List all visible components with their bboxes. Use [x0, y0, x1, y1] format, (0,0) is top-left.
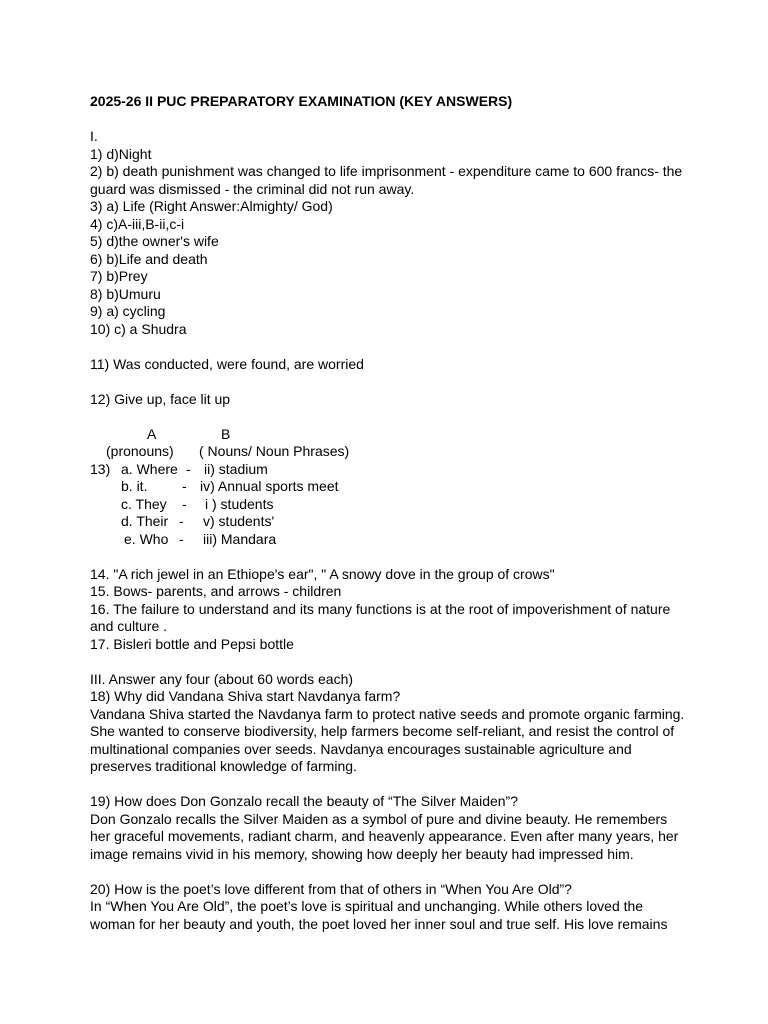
answer-line: 1) d)Night	[90, 145, 152, 162]
answer-20-line: In “When You Are Old”, the poet’s love is spiritual and unchanging. While others loved the	[90, 898, 644, 914]
answer-line: 8) b)Umuru	[90, 285, 161, 302]
match-row-a: d. Their	[121, 513, 169, 529]
answer-18-line: multinational companies over seeds. Navdanya encourages sustainable agriculture and	[90, 740, 632, 757]
answer-18-line: preserves traditional knowledge of farming.	[90, 758, 357, 774]
column-b-subheader: ( Nouns/ Noun Phrases)	[199, 443, 350, 459]
answer-12: 12) Give up, face lit up	[90, 390, 231, 407]
match-row-a: e. Who	[124, 530, 169, 547]
answer-19-line: image remains vivid in his memory, showing how deeply her beauty had impressed him.	[90, 845, 634, 862]
answer-20-line: woman for her beauty and youth, the poet loved her inner soul and true self. His love remains	[90, 915, 668, 932]
answer-line: 5) d)the owner's wife	[90, 233, 219, 249]
section-3-heading: III. Answer any four (about 60 words each)	[90, 670, 354, 687]
question-18: 18) Why did Vandana Shiva start Navdanya farm?	[90, 688, 401, 704]
document-title: 2025-26 II PUC PREPARATORY EXAMINATION (KEY ANSWERS)	[90, 93, 513, 109]
column-a-header: A	[147, 425, 157, 442]
answer-18-line: She wanted to conserve biodiversity, help farmers become self-reliant, and resist the control of	[90, 723, 675, 739]
question-13-number: 13)	[90, 460, 111, 477]
answer-19-line: Don Gonzalo recalls the Silver Maiden as a symbol of pure and divine beauty. He remembers	[90, 810, 668, 827]
answer-18-line: Vandana Shiva started the Navdanya farm to protect native seeds and promote organic farming.	[90, 705, 685, 722]
match-row-b: iv) Annual sports meet	[200, 478, 339, 494]
match-row-a: b. it.	[121, 478, 148, 494]
match-row-a: c. They	[121, 495, 167, 512]
answer-line: 6) b)Life and death	[90, 250, 208, 267]
answer-16-continued: and culture .	[90, 618, 168, 634]
match-row-dash: -	[186, 460, 191, 477]
match-row-a: a. Where	[121, 460, 178, 477]
answer-line: 2) b) death punishment was changed to life imprisonment - expenditure came to 600 francs- the	[90, 163, 683, 179]
match-row-b: v) students'	[203, 513, 275, 529]
answer-line: 4) c)A-iii,B-ii,c-i	[90, 215, 185, 232]
answer-15: 15. Bows- parents, and arrows - children	[90, 583, 342, 599]
answer-line: 9) a) cycling	[90, 303, 166, 319]
match-row-dash: -	[182, 478, 187, 494]
answer-line: 7) b)Prey	[90, 268, 148, 284]
answer-line: guard was dismissed - the criminal did not run away.	[90, 180, 415, 197]
column-b-header: B	[221, 425, 231, 442]
match-row-b: iii) Mandara	[203, 530, 277, 547]
match-row-b: ii) stadium	[204, 460, 268, 477]
column-a-subheader: (pronouns)	[106, 443, 174, 459]
answer-11: 11) Was conducted, were found, are worried	[90, 355, 364, 372]
match-row-dash: -	[182, 495, 187, 512]
section-1-heading: I.	[90, 128, 98, 144]
answer-16: 16. The failure to understand and its many functions is at the root of impoverishment of nature	[90, 600, 671, 617]
question-20: 20) How is the poet’s love different from that of others in “When You Are Old”?	[90, 880, 572, 897]
answer-17: 17. Bisleri bottle and Pepsi bottle	[90, 635, 294, 652]
answer-line: 3) a) Life (Right Answer:Almighty/ God)	[90, 198, 333, 214]
question-19: 19) How does Don Gonzalo recall the beauty of “The Silver Maiden”?	[90, 793, 518, 809]
answer-19-line: her graceful movements, radiant charm, and heavenly appearance. Even after many years, her	[90, 828, 679, 844]
match-row-dash: -	[179, 513, 184, 529]
answer-14: 14. "A rich jewel in an Ethiope's ear", " A snowy dove in the group of crows"	[90, 565, 555, 582]
match-row-dash: -	[179, 530, 184, 547]
answer-line: 10) c) a Shudra	[90, 320, 187, 337]
match-row-b: i ) students	[205, 495, 274, 512]
